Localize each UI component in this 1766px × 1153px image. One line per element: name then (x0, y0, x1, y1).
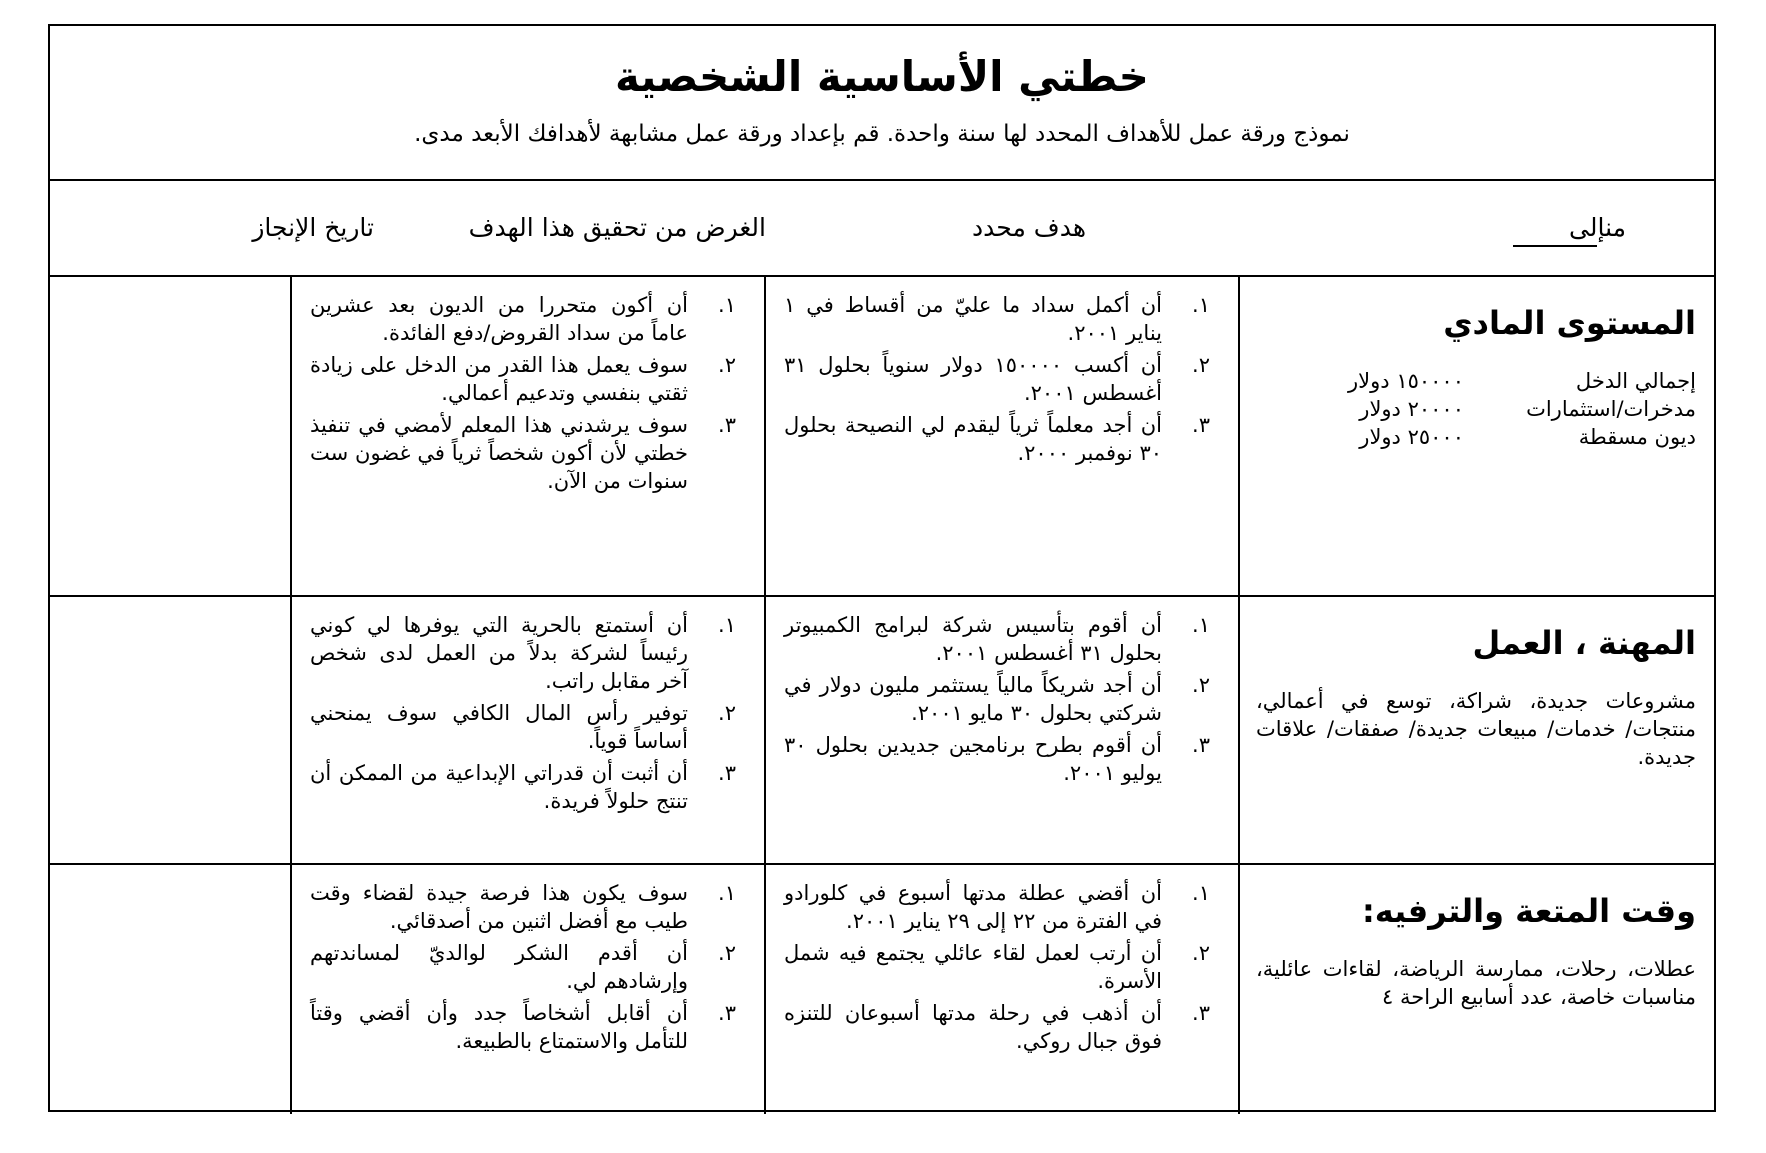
item-number: ١. (1192, 293, 1210, 317)
goal-text: أن أقضي عطلة مدتها أسبوع في كلورادو في الفترة من ٢٢ إلى ٢٩ يناير ٢٠٠١. (784, 881, 1162, 933)
purpose-text: أن أثبت أن قدراتي الإبداعية من الممكن أن تنتج حلولاً فريدة. (310, 761, 688, 813)
item-number: ٢. (718, 941, 736, 965)
item-number: ٣. (1192, 413, 1210, 437)
item-number: ١. (718, 613, 736, 637)
divider (764, 277, 766, 595)
list-item (310, 291, 750, 347)
item-number: ٣. (718, 413, 736, 437)
list-item (310, 879, 750, 935)
item-number: ١. (718, 293, 736, 317)
category-description: عطلات، رحلات، ممارسة الرياضة، لقاءات عائلية، مناسبات خاصة، عدد أسابيع الراحة ٤ (1256, 956, 1696, 1009)
table-row-leisure (50, 865, 1714, 1114)
goal-text: أن أجد معلماً ثرياً ليقدم لي النصيحة بحلول ٣٠ نوفمبر ٢٠٠٠. (784, 413, 1162, 465)
purpose-list (310, 611, 750, 815)
purpose-text: أن أستمتع بالحرية التي يوفرها لي كوني رئيساً لشركة بدلاً من العمل لدى شخص آخر مقابل راتب. (310, 613, 688, 693)
goal-text: أن أكمل سداد ما عليّ من أقساط في ١ يناير ٢٠٠١. (784, 293, 1162, 345)
financial-label: ديون مسقطة (1578, 424, 1696, 449)
purpose-text: توفير رأس المال الكافي سوف يمنحني أساساً قوياً. (310, 701, 688, 753)
category-cell (1256, 303, 1696, 451)
divider (1238, 865, 1240, 1114)
divider (764, 865, 766, 1114)
list-item (310, 759, 750, 815)
item-number: ١. (718, 881, 736, 905)
list-item (784, 411, 1224, 467)
goal-text: أن أرتب لعمل لقاء عائلي يجتمع فيه شمل الأسرة. (784, 941, 1162, 993)
purpose-column-header: الغرض من تحقيق هذا الهدف (468, 213, 766, 242)
financial-line (1256, 423, 1696, 451)
divider (1238, 277, 1240, 595)
period-header (1569, 213, 1626, 242)
financial-value: ١٥٠٠٠٠ دولار (1348, 368, 1464, 393)
item-number: ٣. (718, 1001, 736, 1025)
purpose-list (310, 879, 750, 1055)
goal-text: أن أقوم بطرح برنامجين جديدين بحلول ٣٠ يوليو ٢٠٠١. (784, 733, 1162, 785)
goal-worksheet (48, 24, 1716, 1112)
date-column-header: تاريخ الإنجاز (252, 213, 374, 242)
item-number: ١. (1192, 613, 1210, 637)
category-title: المستوى المادي (1443, 304, 1696, 342)
goal-column-header: هدف محدد (972, 213, 1086, 242)
goal-text: أن أقوم بتأسيس شركة لبرامج الكمبيوتر بحلول ٣١ أغسطس ٢٠٠١. (784, 613, 1162, 665)
purpose-cell (310, 291, 750, 499)
list-item (784, 291, 1224, 347)
list-item (310, 699, 750, 755)
financial-line (1256, 367, 1696, 395)
list-item (784, 879, 1224, 935)
purpose-text: سوف يعمل هذا القدر من الدخل على زيادة ثقتي بنفسي وتدعيم أعمالي. (310, 353, 688, 405)
page-title: خطتي الأساسية الشخصية (615, 52, 1149, 101)
item-number: ٢. (1192, 941, 1210, 965)
item-number: ٢. (718, 701, 736, 725)
goals-cell (784, 611, 1224, 791)
item-number: ٣. (1192, 1001, 1210, 1025)
purpose-cell (310, 879, 750, 1059)
category-title: المهنة ، العمل (1472, 624, 1696, 662)
to-label: إلى (1568, 213, 1606, 242)
list-item (784, 939, 1224, 995)
purpose-text: سوف يكون هذا فرصة جيدة لقضاء وقت طيب مع أفضل اثنين من أصدقائي. (310, 881, 688, 933)
to-blank (1517, 245, 1561, 247)
list-item (310, 351, 750, 407)
item-number: ٢. (718, 353, 736, 377)
purpose-list (310, 291, 750, 495)
list-item (310, 939, 750, 995)
page-subtitle: نموذج ورقة عمل للأهداف المحدد لها سنة واحدة. قم بإعداد ورقة عمل مشابهة لأهدافك الأبعد مدى. (414, 121, 1350, 148)
purpose-text: أن أقابل أشخاصاً جدد وأن أقضي وقتاً للتأمل والاستمتاع بالطبيعة. (310, 1001, 688, 1053)
purpose-text: سوف يرشدني هذا المعلم لأمضي في تنفيذ خطتي لأن أكون شخصاً ثرياً في غضون ست سنوات من الآن. (310, 413, 688, 493)
item-number: ١. (1192, 881, 1210, 905)
financial-value: ٢٠٠٠٠ دولار (1359, 396, 1464, 421)
goal-text: أن أكسب ١٥٠٠٠٠ دولار سنوياً بحلول ٣١ أغسطس ٢٠٠١. (784, 353, 1163, 405)
goal-text: أن أذهب في رحلة مدتها أسبوعان للتنزه فوق جبال روكي. (784, 1001, 1162, 1053)
divider (290, 597, 292, 863)
goal-text: أن أجد شريكاً مالياً يستثمر مليون دولار في شركتي بحلول ٣٠ مايو ٢٠٠١. (784, 673, 1162, 725)
goals-list (784, 291, 1224, 467)
table-row-financial (50, 277, 1714, 597)
financial-line (1256, 395, 1696, 423)
item-number: ٣. (718, 761, 736, 785)
goals-cell (784, 291, 1224, 471)
category-cell (1256, 891, 1696, 1011)
item-number: ٢. (1192, 673, 1210, 697)
financial-value: ٢٥٠٠٠ دولار (1359, 424, 1464, 449)
list-item (784, 611, 1224, 667)
list-item (784, 671, 1224, 727)
divider (290, 277, 292, 595)
from-label: من (1605, 213, 1626, 242)
list-item (310, 999, 750, 1055)
column-headers (50, 181, 1714, 277)
list-item (310, 611, 750, 695)
goals-list (784, 879, 1224, 1055)
purpose-text: أن أكون متحررا من الديون بعد عشرين عاماً من سداد القروض/دفع الفائدة. (310, 293, 688, 345)
category-cell (1256, 623, 1696, 771)
list-item (784, 999, 1224, 1055)
financial-figures (1256, 367, 1696, 451)
divider (1238, 597, 1240, 863)
financial-label: إجمالي الدخل (1575, 368, 1696, 393)
table-row-career (50, 597, 1714, 865)
financial-label: مدخرات/استثمارات (1526, 396, 1696, 421)
purpose-cell (310, 611, 750, 819)
worksheet-header (50, 26, 1714, 181)
goals-cell (784, 879, 1224, 1059)
goals-list (784, 611, 1224, 787)
purpose-text: أن أقدم الشكر لوالديّ لمساندتهم وإرشادهم لي. (310, 941, 688, 993)
item-number: ٢. (1192, 353, 1210, 377)
category-description: مشروعات جديدة، شراكة، توسع في أعمالي، منتجات/ خدمات/ مبيعات جديدة/ صفقات/ علاقات جديدة. (1256, 688, 1696, 769)
divider (290, 865, 292, 1114)
list-item (784, 351, 1224, 407)
category-title: وقت المتعة والترفيه: (1361, 892, 1696, 930)
list-item (784, 731, 1224, 787)
item-number: ٣. (1192, 733, 1210, 757)
divider (764, 597, 766, 863)
list-item (310, 411, 750, 495)
